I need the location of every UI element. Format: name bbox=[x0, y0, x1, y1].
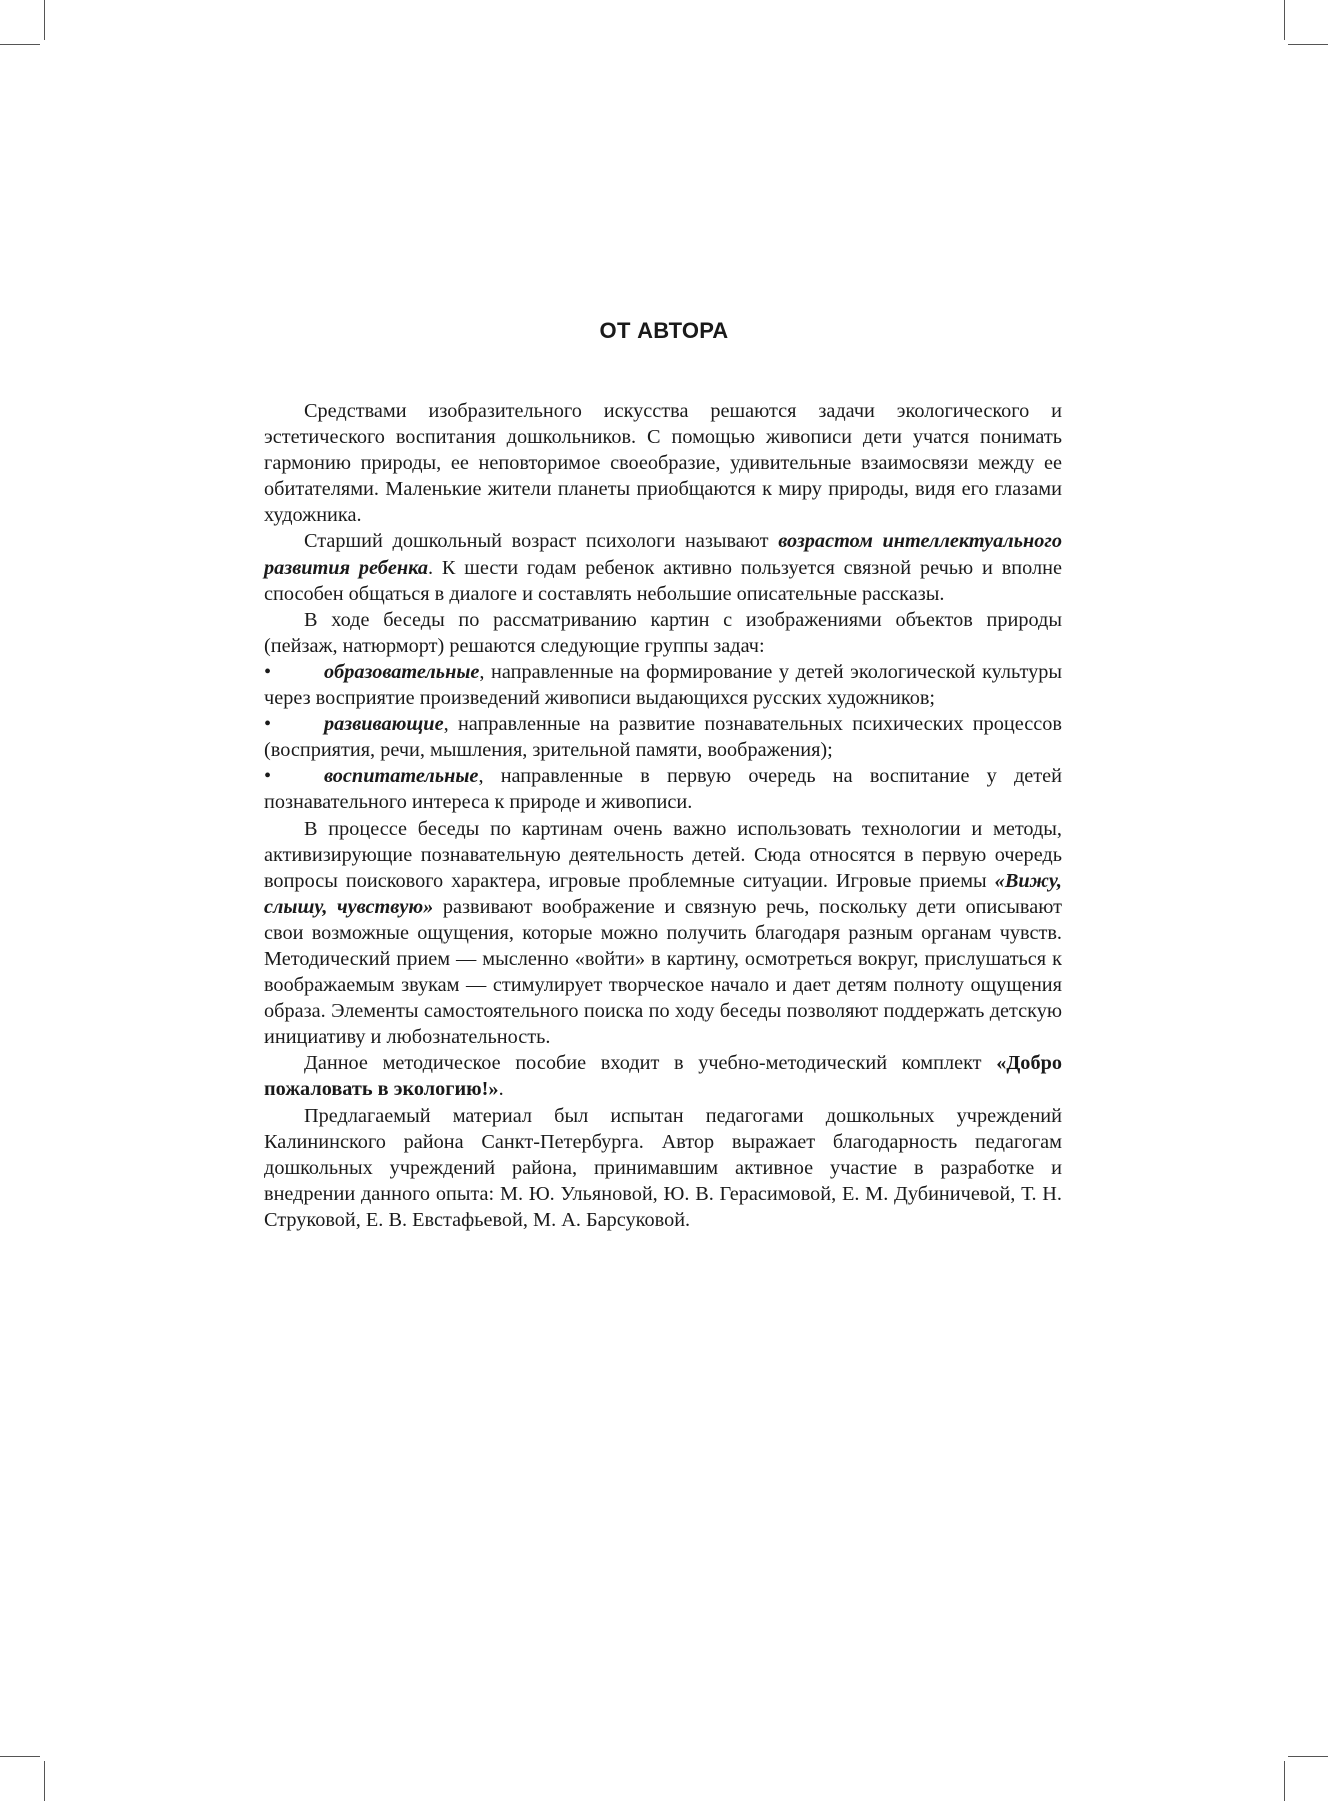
bullet-mark: • bbox=[264, 713, 272, 736]
paragraph-5-lead: Данное методическое пособие входит в учебно-методический комплект bbox=[304, 1052, 997, 1075]
list-item-term: образовательные bbox=[324, 660, 480, 683]
crop-mark-bottom-right-vertical bbox=[1284, 1761, 1285, 1801]
paragraph-4 bbox=[264, 816, 1062, 1051]
paragraph-4-lead: В процессе беседы по картинам очень важно использовать технологии и методы, активизирующие познавательную деятельность детей. Сюда относятся в первую очередь вопросы поискового характера, игровые проблемные ситуации. Игровые приемы bbox=[264, 817, 1062, 892]
paragraph-2-lead: Старший дошкольный возраст психологи называют bbox=[304, 530, 779, 553]
paragraph-2-rest: . К шести годам ребенок активно пользуется связной речью и вполне способен общаться в диалоге и составлять небольшие описательные рассказы. bbox=[264, 556, 1062, 605]
bullet-mark: • bbox=[264, 765, 272, 788]
body-text bbox=[264, 398, 1062, 1233]
paragraph-2 bbox=[264, 528, 1062, 606]
crop-mark-bottom-left-vertical bbox=[44, 1761, 45, 1801]
paragraph-5-rest: . bbox=[498, 1078, 504, 1101]
paragraph-4-emphasis: «Вижу, слышу, чувствую» bbox=[264, 869, 1062, 918]
crop-mark-top-left-vertical bbox=[44, 0, 45, 40]
crop-mark-top-right-vertical bbox=[1284, 0, 1285, 40]
paragraph-4-rest: развивают воображение и связную речь, поскольку дети описывают свои возможные ощущения, которые можно получить благодаря разным органам чувств. Методический прием — мысленно «войти» в картину, осмотреться вокруг, прислушаться к воображаемым звукам — стимулирует творческое начало и дает детям полноту ощущения образа. Элементы самостоятельного поиска по ходу беседы позволяют поддержать детскую инициативу и любознательность. bbox=[264, 895, 1062, 1049]
list-item-text: , направленные на формирование у детей экологической культуры через восприятие произведений живописи выдающихся русских художников; bbox=[264, 660, 1062, 710]
paragraph-5-emphasis: «Добро пожаловать в экологию!» bbox=[264, 1052, 1062, 1101]
crop-mark-bottom-left-horizontal bbox=[0, 1756, 40, 1757]
bullet-mark: • bbox=[264, 660, 272, 683]
crop-mark-bottom-right-horizontal bbox=[1288, 1756, 1328, 1757]
list-item bbox=[264, 711, 1062, 763]
list-item bbox=[264, 763, 1062, 815]
crop-mark-top-right-horizontal bbox=[1288, 44, 1328, 45]
page-title: ОТ АВТОРА bbox=[599, 318, 729, 343]
list-item-text: , направленные в первую очередь на воспитание у детей познавательного интереса к природе и живописи. bbox=[264, 765, 1062, 814]
crop-mark-top-left-horizontal bbox=[0, 44, 40, 45]
paragraph-2-emphasis: возрастом интеллектуального развития ребенка bbox=[264, 530, 1062, 579]
list-item-text: , направленные на развитие познавательных психических процессов (восприятия, речи, мышления, зрительной памяти, воображения); bbox=[264, 713, 1062, 762]
paragraph-3: В ходе беседы по рассматриванию картин с изображениями объектов природы (пейзаж, натюрморт) решаются следующие группы задач: bbox=[264, 608, 1062, 657]
paragraph-1: Средствами изобразительного искусства решаются задачи экологического и эстетического воспитания дошкольников. С помощью живописи дети учатся понимать гармонию природы, ее неповторимое своеобразие, удивительные взаимосвязи между ее обитателями. Маленькие жители планеты приобщаются к миру природы, видя его глазами художника. bbox=[264, 400, 1062, 527]
list-item bbox=[264, 659, 1062, 711]
list-item-term: воспитательные bbox=[324, 765, 479, 788]
list-item-term: развивающие bbox=[324, 713, 444, 736]
paragraph-5 bbox=[264, 1050, 1062, 1102]
paragraph-6: Предлагаемый материал был испытан педагогами дошкольных учреждений Калининского района Санкт-Петербурга. Автор выражает благодарность педагогам дошкольных учреждений района, принимавшим активное участие в разработке и внедрении данного опыта: М. Ю. Ульяновой, Ю. В. Герасимовой, Е. М. Дубиничевой, Т. Н. Струковой, Е. В. Евстафьевой, М. А. Барсуковой. bbox=[264, 1104, 1062, 1231]
